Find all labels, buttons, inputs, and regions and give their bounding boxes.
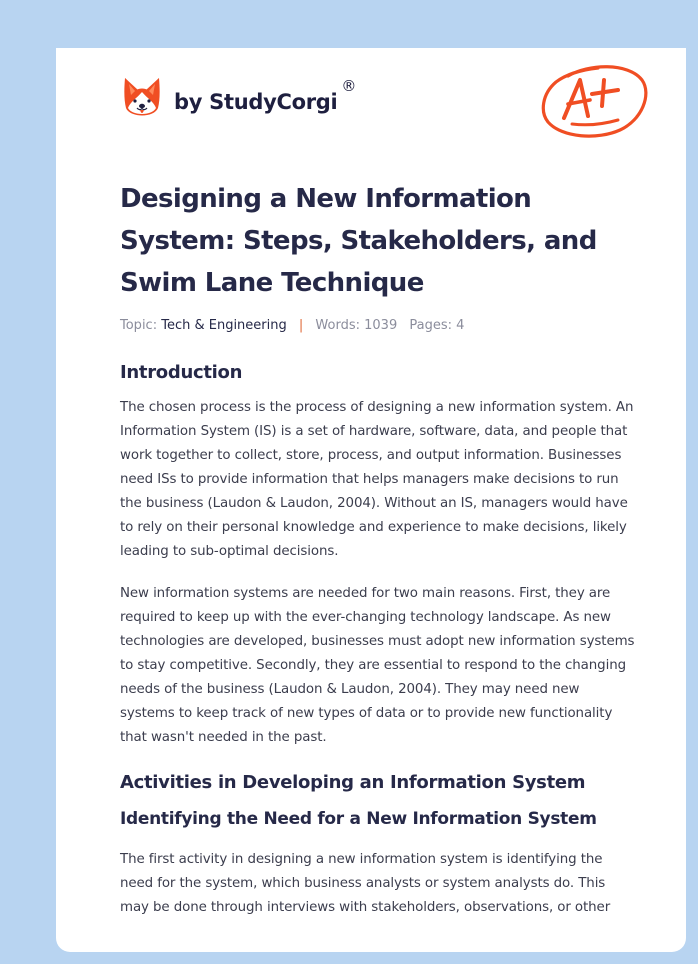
section-heading-activities: Activities in Developing an Information System xyxy=(120,772,586,793)
paragraph: New information systems are needed for two main reasons. First, they are required to keep up with the ever-changing technology landscape. As new technologies are developed, businesses must adopt new information systems to stay competitive. Secondly, they are essential to respond to the changing needs of the business (Laudon & Laudon, 2004). They may need new systems to keep track of new types of data or to provide new functionality that wasn't needed in the past. xyxy=(120,586,635,745)
article-card xyxy=(56,48,686,952)
brand-name: by StudyCorgi xyxy=(174,90,338,114)
header xyxy=(56,48,686,158)
article-content xyxy=(120,178,636,920)
words-label: Words: xyxy=(315,318,360,333)
page-title: Designing a New Information System: Steps, Stakeholders, and Swim Lane Technique xyxy=(120,184,597,298)
paragraph: The first activity in designing a new information system is identifying the need for the system, which business analysts or system analysts do. This may be done through interviews with stakeholders, observations, or other xyxy=(120,852,611,915)
registered-mark: ® xyxy=(341,77,357,95)
meta-separator: | xyxy=(298,318,304,333)
corgi-logo-icon xyxy=(122,76,162,120)
a-plus-grade-icon xyxy=(538,58,650,142)
paragraph: The chosen process is the process of designing a new information system. An Information System (IS) is a set of hardware, software, data, and people that work together to collect, store, process, and output information. Businesses need ISs to provide information that helps managers make decisions to run the business (Laudon & Laudon, 2004). Without an IS, managers would have to rely on their personal knowledge and experience to make decisions, likely leading to sub-optimal decisions. xyxy=(120,400,634,559)
topic-label: Topic: xyxy=(120,318,158,333)
topic-link[interactable]: Tech & Engineering xyxy=(161,318,287,333)
words-count: 1039 xyxy=(364,318,398,333)
studycorgi-logo[interactable] xyxy=(122,76,356,120)
pages-label: Pages: xyxy=(409,318,452,333)
pages-count: 4 xyxy=(456,318,465,333)
article-meta xyxy=(120,316,636,336)
section-heading-introduction: Introduction xyxy=(120,362,243,383)
subsection-heading-identifying-need: Identifying the Need for a New Information System xyxy=(120,809,597,829)
